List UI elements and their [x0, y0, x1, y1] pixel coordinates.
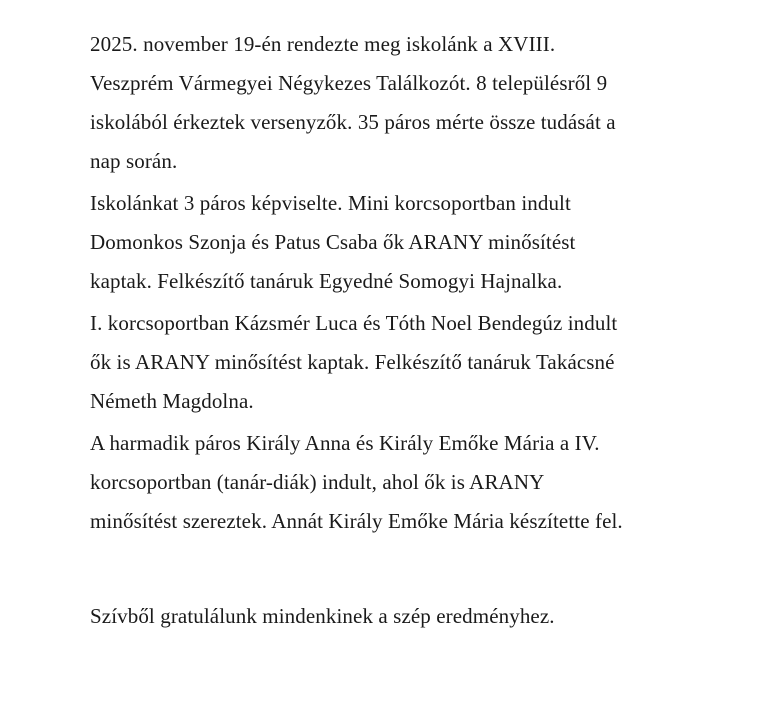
paragraph-event-intro	[90, 25, 690, 181]
text-line: A harmadik páros Király Anna és Király Emőke Mária a IV.	[90, 431, 600, 455]
text-line: Iskolánkat 3 páros képviselte. Mini korcsoportban indult	[90, 191, 571, 215]
text-line: 2025. november 19-én rendezte meg iskolánk a XVIII.	[90, 32, 556, 56]
paragraph-congratulations	[90, 597, 690, 636]
text-line: iskolából érkeztek versenyzők. 35 páros mérte össze tudását a	[90, 110, 616, 134]
text-line: kaptak. Felkészítő tanáruk Egyedné Somogyi Hajnalka.	[90, 269, 563, 293]
text-line: Németh Magdolna.	[90, 389, 254, 413]
paragraph-mini-korcsoport	[90, 184, 690, 301]
text-line: Veszprém Vármegyei Négykezes Találkozót. 8 településről 9	[90, 71, 608, 95]
text-line: I. korcsoportban Kázsmér Luca és Tóth Noel Bendegúz indult	[90, 311, 618, 335]
paragraph-third-pair	[90, 424, 690, 541]
text-line: Szívből gratulálunk mindenkinek a szép eredményhez.	[90, 604, 555, 628]
text-line: ők is ARANY minősítést kaptak. Felkészítő tanáruk Takácsné	[90, 350, 615, 374]
text-line: Domonkos Szonja és Patus Csaba ők ARANY minősítést	[90, 230, 576, 254]
text-line: minősítést szereztek. Annát Király Emőke Mária készítette fel.	[90, 509, 623, 533]
text-line: nap során.	[90, 149, 178, 173]
text-line: korcsoportban (tanár-diák) indult, ahol ők is ARANY	[90, 470, 545, 494]
paragraph-first-korcsoport	[90, 304, 690, 421]
